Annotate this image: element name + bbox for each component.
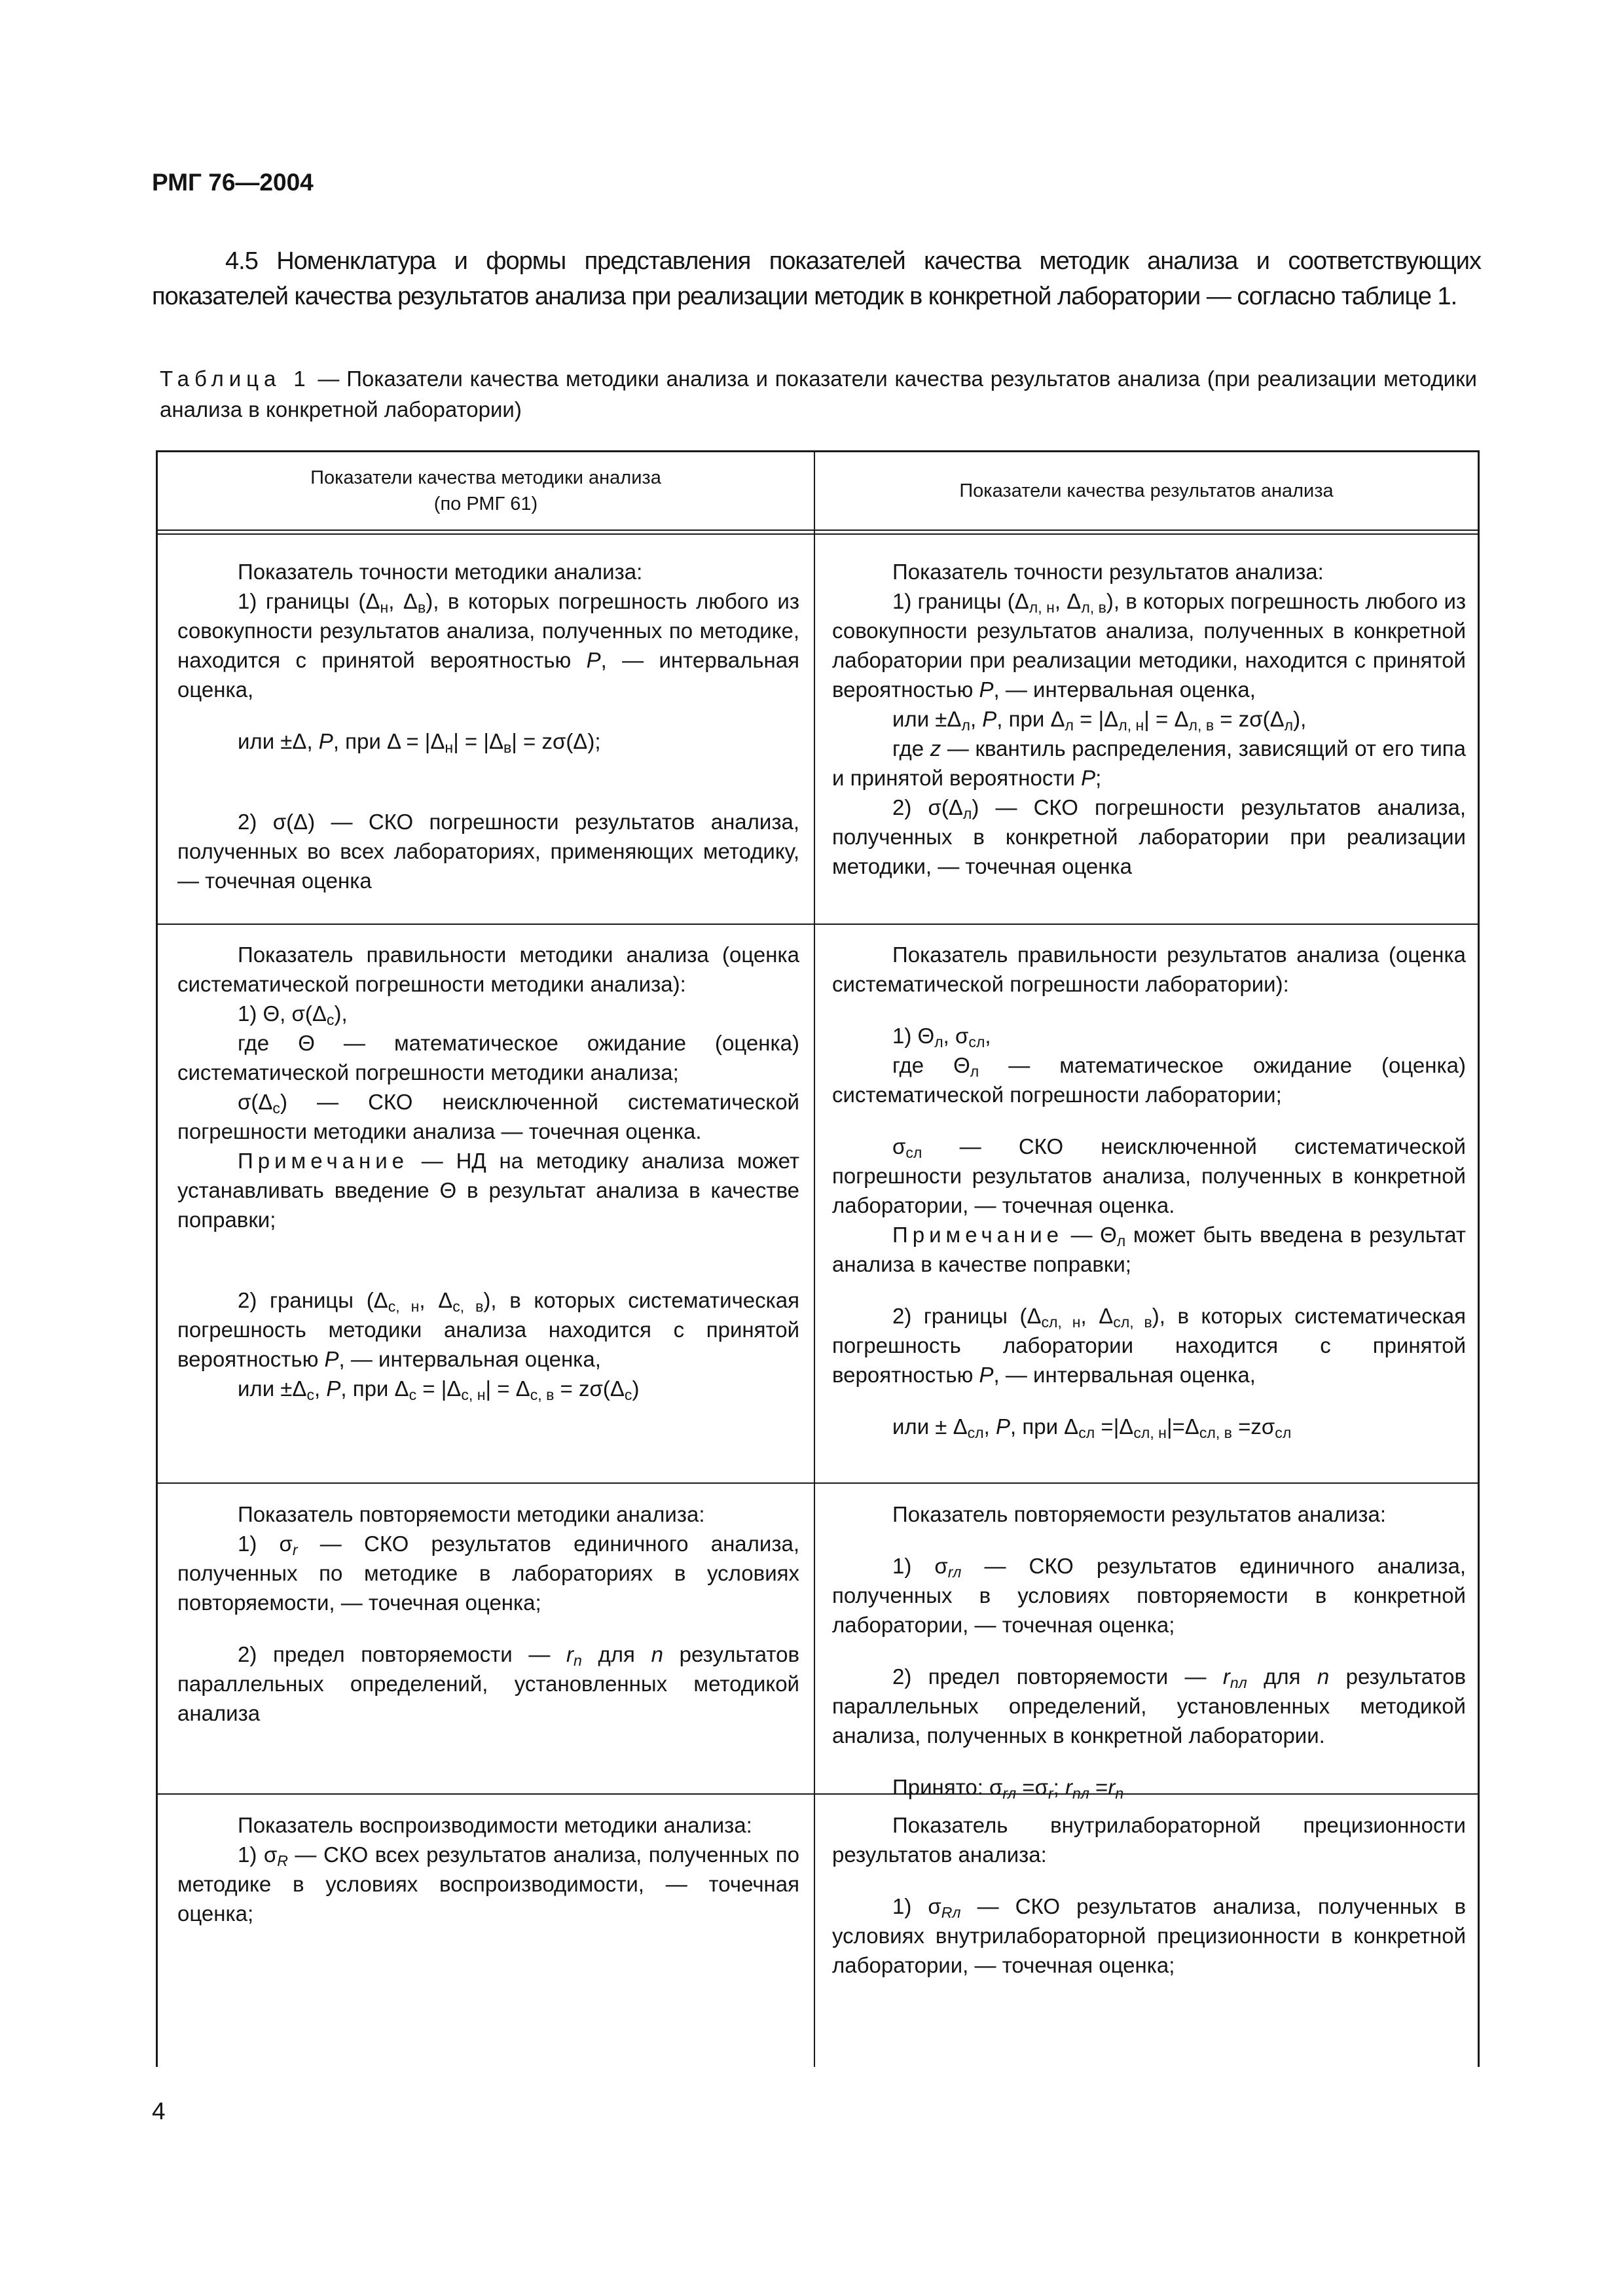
row-rule-accuracy — [158, 924, 1478, 925]
quality-indicators-table — [156, 450, 1480, 2067]
header-rule-double — [158, 533, 1478, 535]
cell-correctness-method — [177, 940, 799, 1403]
text-line: 1) $\sigma_{Rл}$ — СКО результатов анализа, полученных в условиях внутрилабораторной прецизионности в конкретной лаборатории, — точечная оценка; — [832, 1894, 1466, 1977]
text-line: 1) границы ($\Delta_н$, $\Delta_в$), в которых погрешность любого из совокупности результатов анализа, полученных по методике, находится с принятой вероятностью P, — интервальная оценка, — [177, 589, 799, 702]
text-line: где z — квантиль распределения, зависящий от его типа и принятой вероятности P; — [832, 736, 1466, 790]
text-line: или ±Δ, P, при $\Delta = |\Delta_н| = |\Delta_в| = z\sigma(\Delta)$; — [238, 729, 601, 756]
text-line: 2) предел повторяемости — $r_{nл}$ для n результатов параллельных определений, установленных методикой анализа, полученных в конкретной лаборатории. — [832, 1664, 1466, 1748]
text-line: Показатель повторяемости результатов анализа: — [892, 1502, 1387, 1526]
text-line: 2) границы ($\Delta_{cл, н}$, $\Delta_{cл, в}$), в которых систематическая погрешность лаборатории находится с принятой вероятностью P, — интервальная оценка, — [832, 1304, 1467, 1387]
text-line: 1) $\sigma_R$ — СКО всех результатов анализа, полученных по методике в условиях воспроизводимости, — точечная оценка; — [177, 1842, 799, 1926]
cell-repeatability-results — [832, 1499, 1466, 1802]
text-line: Принято: $\sigma_{rл} =\sigma_r$; $r_{nл} =r_n$ — [892, 1775, 1124, 1802]
cell-correctness-results — [832, 940, 1466, 1441]
text-line: 1) границы ($\Delta_{л, н}$, $\Delta_{л, в}$), в которых погрешность любого из совокупности результатов анализа, полученных в конкретной лаборатории при реализации методики, находится с принятой вероятностью P, — интервальная оценка, — [832, 589, 1467, 702]
text-line: Показатель точности методики анализа: — [238, 560, 643, 584]
text-line: 2) предел повторяемости — $r_n$ для n результатов параллельных определений, установленных методикой анализа — [177, 1642, 800, 1725]
text-line: 2) границы ($\Delta_{c, н}$, $\Delta_{c, в}$), в которых систематическая погрешность методики анализа находится с принятой вероятностью P, — интервальная оценка, — [177, 1288, 800, 1371]
text-line: где Θ — математическое ожидание (оценка) систематической погрешности методики анализа; — [177, 1031, 799, 1085]
column-divider — [814, 452, 815, 2067]
text-line: $\sigma_{cл}$ — СКО неисключенной систематической погрешности результатов анализа, полученных в конкретной лаборатории, — точечная оценка. — [832, 1134, 1466, 1217]
text-line: 1) Θ, $\sigma(\Delta_c)$, — [238, 1001, 348, 1028]
text-line: Показатель точности результатов анализа: — [892, 560, 1324, 584]
document-code: РМГ 76—2004 — [152, 169, 314, 196]
text-line: Показатель повторяемости методики анализа: — [238, 1502, 705, 1526]
text-line: Показатель правильности результатов анализа (оценка систематической погрешности лаборатории): — [832, 942, 1466, 996]
column-header-method-line1: Показатели качества методики анализа — [310, 467, 661, 488]
cell-accuracy-results — [832, 557, 1466, 881]
page-number: 4 — [152, 2098, 166, 2125]
header-rule — [158, 529, 1478, 531]
cell-accuracy-method — [177, 557, 799, 895]
column-header-results-label: Показатели качества результатов анализа — [959, 480, 1334, 501]
text-line: где $\Theta_л$ — математическое ожидание (оценка) систематической погрешности лаборатории; — [832, 1053, 1467, 1107]
column-header-results — [815, 452, 1478, 529]
intro-text: 4.5 Номенклатура и формы представления показателей качества методик анализа и соответствующих показателей качества результатов анализа при реализации методик в конкретной лаборатории — согласно таблице 1. — [152, 247, 1481, 310]
text-line: 1) $\Theta_л$, $\sigma_{cл}$, — [892, 1024, 991, 1050]
table-caption-label: Таблица 1 — [160, 367, 311, 391]
note: Примечание — $\Theta_л$ может быть введена в результат анализа в качестве поправки; — [832, 1223, 1466, 1276]
text-line: или $\pm\Delta_c$, P, при $\Delta_c = |\Delta_{c, н}| = \Delta_{c, в} = z\sigma(\Delta_c)$ — [238, 1376, 640, 1403]
table-caption-text: — Показатели качества методики анализа и показатели качества результатов анализа (при реализации методики анализа в конкретной лаборатории) — [160, 367, 1477, 422]
text-line: Показатель правильности методики анализа (оценка систематической погрешности методики анализа): — [177, 942, 799, 996]
intro-paragraph — [152, 243, 1481, 314]
row-rule-1 — [158, 1482, 1478, 1484]
text-line: Показатель внутрилабораторной прецизионности результатов анализа: — [832, 1813, 1466, 1867]
text-line: 2) $\sigma(\Delta_л)$ — СКО погрешности результатов анализа, полученных в конкретной лаборатории при реализации методики, — точечная оценка — [832, 795, 1466, 878]
text-line: или $\pm\Delta_л$, P, при $\Delta_л = |\Delta_{л, н}| = \Delta_{л, в} = z\sigma(\Delta_л)$, — [892, 707, 1307, 734]
text-line: $\sigma(\Delta_c)$ — СКО неисключенной систематической погрешности методики анализа — точечная оценка. — [177, 1090, 799, 1143]
cell-reproducibility-method — [177, 1810, 799, 1928]
cell-repeatability-method — [177, 1499, 799, 1728]
cell-precision-results — [832, 1810, 1466, 1980]
column-header-method — [158, 452, 814, 529]
text-line: 2) σ(Δ) — СКО погрешности результатов анализа, полученных во всех лабораториях, применяющих методику, — точечная оценка — [177, 810, 799, 893]
text-line: Показатель воспроизводимости методики анализа: — [238, 1813, 752, 1837]
text-line: или ± $\Delta_{cл}$, P, при $\Delta_{cл} =|\Delta_{cл, н}|=\Delta_{cл, в} =z\sigma_{cл}$ — [892, 1414, 1292, 1441]
table-caption — [160, 363, 1477, 425]
text-line: 1) $\sigma_r$ — СКО результатов единичного анализа, полученных по методике в лабораториях в условиях повторяемости, — точечная оценка; — [177, 1532, 799, 1615]
column-header-method-line2: (по РМГ 61) — [433, 493, 538, 514]
note: Примечание — НД на методику анализа может устанавливать введение Θ в результат анализа в качестве поправки; — [177, 1149, 799, 1232]
text-line: 1) $\sigma_{rл}$ — СКО результатов единичного анализа, полученных в условиях повторяемости в конкретной лаборатории, — точечная оценка; — [832, 1554, 1466, 1637]
